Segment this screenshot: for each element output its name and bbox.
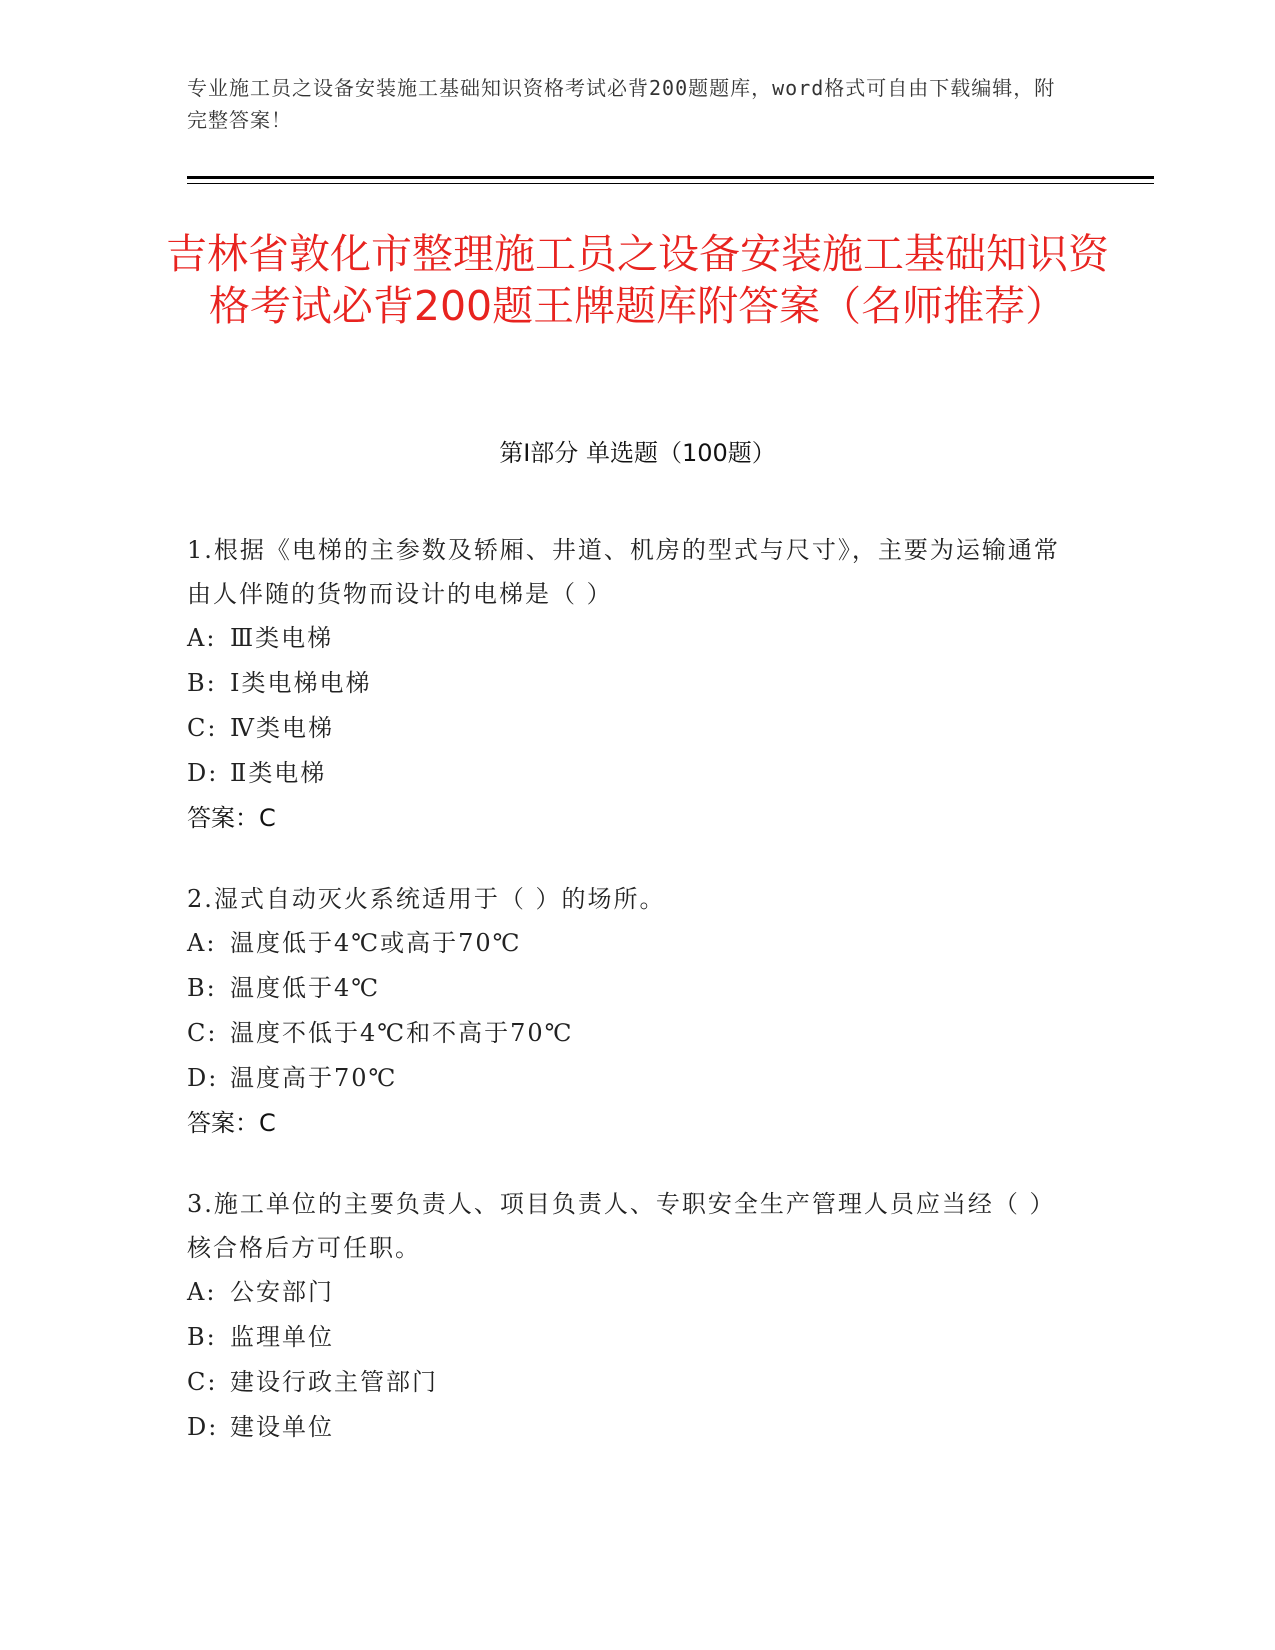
option-key: D: xyxy=(187,1413,219,1441)
header-rule-thick xyxy=(187,176,1154,179)
option-key: C: xyxy=(187,714,218,742)
option-text: Ⅱ类电梯 xyxy=(230,759,327,787)
question-stem: 1.根据《电梯的主参数及轿厢、井道、机房的型式与尺寸》，主要为运输通常由人伴随的货物而设计的电梯是（ ） xyxy=(187,536,1060,608)
option-b xyxy=(187,661,1067,706)
option-text: 建设行政主管部门 xyxy=(230,1368,438,1396)
option-c xyxy=(187,1360,1067,1405)
option-key: B: xyxy=(187,974,217,1002)
question-3 xyxy=(187,1182,1067,1450)
header-rule-thin xyxy=(187,183,1154,184)
option-text: Ⅰ类电梯电梯 xyxy=(230,669,372,697)
option-d xyxy=(187,751,1067,796)
option-b xyxy=(187,966,1067,1011)
option-c xyxy=(187,706,1067,751)
option-text: 温度低于4℃ xyxy=(230,974,381,1002)
option-key: D: xyxy=(187,759,219,787)
option-text: 温度低于4℃或高于70℃ xyxy=(230,929,522,957)
option-key: A: xyxy=(187,624,217,652)
answer-line: 答案：C xyxy=(187,804,276,832)
option-key: B: xyxy=(187,669,217,697)
option-text: 公安部门 xyxy=(230,1278,334,1306)
option-text: 温度高于70℃ xyxy=(230,1064,398,1092)
option-a xyxy=(187,1270,1067,1315)
option-b xyxy=(187,1315,1067,1360)
option-text: 监理单位 xyxy=(230,1323,334,1351)
section-title: 第Ⅰ部分 单选题（100题） xyxy=(499,439,776,467)
document-title: 吉林省敦化市整理施工员之设备安装施工基础知识资格考试必背200题王牌题库附答案（名师推荐） xyxy=(166,230,1109,330)
option-a xyxy=(187,921,1067,966)
answer-line: 答案：C xyxy=(187,1109,276,1137)
option-key: A: xyxy=(187,929,217,957)
option-d xyxy=(187,1405,1067,1450)
option-c xyxy=(187,1011,1067,1056)
question-list xyxy=(187,528,1067,1486)
option-text: 建设单位 xyxy=(230,1413,334,1441)
option-key: C: xyxy=(187,1019,218,1047)
option-key: D: xyxy=(187,1064,219,1092)
question-2 xyxy=(187,877,1067,1146)
option-text: 温度不低于4℃和不高于70℃ xyxy=(230,1019,574,1047)
option-key: B: xyxy=(187,1323,217,1351)
question-stem: 3.施工单位的主要负责人、项目负责人、专职安全生产管理人员应当经（ ）核合格后方可任职。 xyxy=(187,1190,1056,1262)
option-a xyxy=(187,616,1067,661)
option-text: Ⅳ类电梯 xyxy=(230,714,334,742)
option-text: Ⅲ类电梯 xyxy=(230,624,334,652)
question-1 xyxy=(187,528,1067,841)
question-stem: 2.湿式自动灭火系统适用于（ ）的场所。 xyxy=(187,885,666,913)
option-key: A: xyxy=(187,1278,217,1306)
option-key: C: xyxy=(187,1368,218,1396)
header-note: 专业施工员之设备安装施工基础知识资格考试必背200题题库，word格式可自由下载编辑，附完整答案！ xyxy=(187,76,1056,132)
option-d xyxy=(187,1056,1067,1101)
